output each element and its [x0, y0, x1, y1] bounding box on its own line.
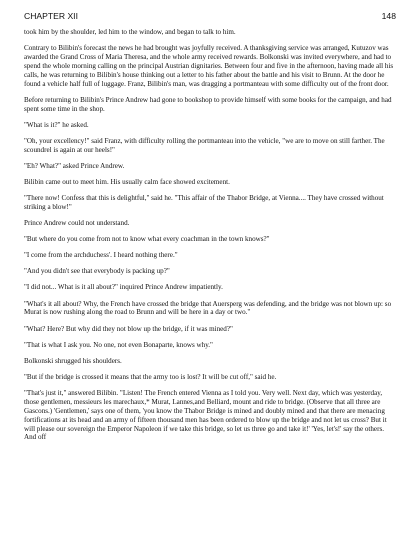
- chapter-text: [24, 28, 396, 442]
- paragraph: "Eh? What?" asked Prince Andrew.: [24, 161, 125, 170]
- paragraph: Contrary to Bilibin's forecast the news he had brought was joyfully received. A thanksgiving service was arranged, Kutuzov was awarded the Grand Cross of Maria Theresa, and the whole army received rewards. Bolkonski was invited everywhere, and had to spend the whole morning calling on the principal Austrian dignitaries. Between four and five in the afternoon, having made all his calls, he was returning to Bilibin's house thinking out a letter to his father about the battle and his visit to Brunn. At the door he found a vehicle half full of luggage. Franz, Bilibin's man, was dragging a portmanteau with some difficulty out of the front door.: [24, 44, 394, 88]
- paragraph: "Oh, your excellency!" said Franz, with difficulty rolling the portmanteau into the vehicle, "we are to move on still farther. The scoundrel is again at our heels!": [24, 136, 385, 154]
- paragraph: "What's it all about? Why, the French have crossed the bridge that Auersperg was defending, and the bridge was not blown up: so Murat is now rushing along the road to Brunn and will be here in a day or two.": [24, 299, 392, 317]
- paragraph: "What? Here? But why did they not blow up the bridge, if it was mined?": [24, 324, 233, 333]
- paragraph: "I did not... What is it all about?" inquired Prince Andrew impatiently.: [24, 283, 223, 292]
- page-number: 148: [381, 11, 396, 21]
- paragraph: Bolkonski shrugged his shoulders.: [24, 356, 122, 365]
- paragraph: "But if the bridge is crossed it means that the army too is lost? It will be cut off," said he.: [24, 372, 277, 381]
- paragraph: "What is it?" he asked.: [24, 120, 89, 129]
- paragraph: "I come from the archduchess'. I heard nothing there.": [24, 251, 178, 260]
- paragraph: "That's just it," answered Bilibin. "Listen! The French entered Vienna as I told you. Very well. Next day, which was yesterday, those gentlemen, messieurs les marechaux,* Murat, Lannes,and Belliard, mount and ride to bridge. (Observe that all three are Gascons.) 'Gentlemen,' says one of them, 'you know the Thabor Bridge is mined and doubly mined and that there are menacing fortifications at its head and an army of fifteen thousand men has been ordered to blow up the bridge and not let us cross? But it will please our sovereign the Emperor Napoleon if we take this bridge, so let us three go and take it!' 'Yes, let's!' say the others. And off: [24, 388, 387, 442]
- paragraph: "There now! Confess that this is delightful," said he. "This affair of the Thabor Bridge, at Vienna.... They have crossed without striking a blow!": [24, 194, 384, 211]
- paragraph: Before returning to Bilibin's Prince Andrew had gone to bookshop to provide himself with some books for the campaign, and had spent some time in the shop.: [24, 95, 392, 113]
- chapter-title: CHAPTER XII: [24, 11, 78, 21]
- paragraph: "But where do you come from not to know what every coachman in the town knows?": [24, 235, 270, 244]
- paragraph: Prince Andrew could not understand.: [24, 219, 130, 228]
- page-header: [24, 11, 396, 21]
- paragraph: took him by the shoulder, led him to the window, and began to talk to him.: [24, 28, 236, 36]
- paragraph: "And you didn't see that everybody is packing up?": [24, 267, 170, 276]
- paragraph: Bilibin came out to meet him. His usually calm face showed excitement.: [24, 178, 230, 186]
- paragraph: "That is what I ask you. No one, not even Bonaparte, knows why.": [24, 340, 213, 349]
